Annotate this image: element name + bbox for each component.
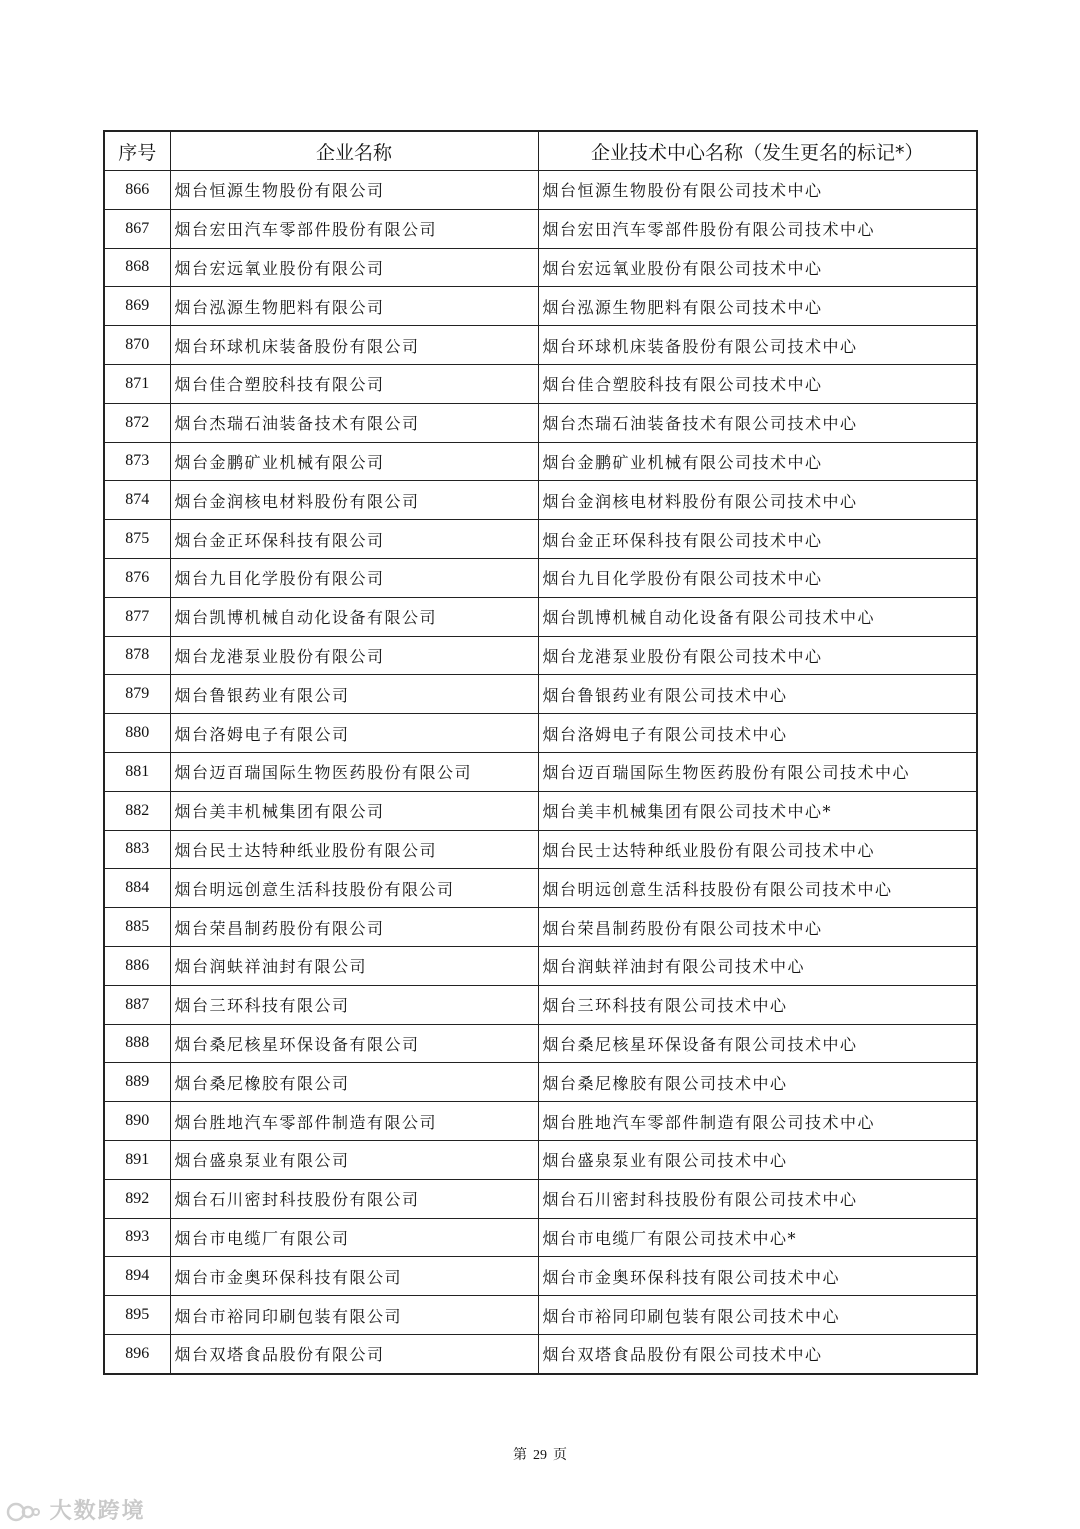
row-tech-center-name: 烟台九目化学股份有限公司技术中心 <box>538 558 977 597</box>
row-company-name: 烟台明远创意生活科技股份有限公司 <box>170 869 538 908</box>
row-tech-center-name: 烟台明远创意生活科技股份有限公司技术中心 <box>538 869 977 908</box>
row-company-name: 烟台洛姆电子有限公司 <box>170 714 538 753</box>
page-prefix: 第 <box>513 1448 527 1463</box>
header-tech-center-name: 企业技术中心名称（发生更名的标记*） <box>538 131 977 171</box>
row-tech-center-name: 烟台鲁银药业有限公司技术中心 <box>538 675 977 714</box>
row-tech-center-name: 烟台佳合塑胶科技有限公司技术中心 <box>538 364 977 403</box>
table-row <box>104 908 977 947</box>
row-tech-center-name: 烟台市电缆厂有限公司技术中心* <box>538 1218 977 1257</box>
row-company-name: 烟台三环科技有限公司 <box>170 985 538 1024</box>
row-tech-center-name: 烟台迈百瑞国际生物医药股份有限公司技术中心 <box>538 752 977 791</box>
row-serial: 892 <box>104 1179 170 1218</box>
table-row <box>104 248 977 287</box>
row-serial: 885 <box>104 908 170 947</box>
watermark <box>6 1494 146 1525</box>
table-row <box>104 171 977 210</box>
table-row <box>104 1296 977 1335</box>
row-serial: 871 <box>104 364 170 403</box>
table-row <box>104 636 977 675</box>
row-company-name: 烟台恒源生物股份有限公司 <box>170 171 538 210</box>
row-serial: 889 <box>104 1063 170 1102</box>
table-row <box>104 1218 977 1257</box>
table-row <box>104 946 977 985</box>
row-tech-center-name: 烟台三环科技有限公司技术中心 <box>538 985 977 1024</box>
row-company-name: 烟台市金奥环保科技有限公司 <box>170 1257 538 1296</box>
row-company-name: 烟台九目化学股份有限公司 <box>170 558 538 597</box>
table-row <box>104 791 977 830</box>
row-tech-center-name: 烟台桑尼核星环保设备有限公司技术中心 <box>538 1024 977 1063</box>
row-company-name: 烟台金润核电材料股份有限公司 <box>170 481 538 520</box>
row-company-name: 烟台宏远氧业股份有限公司 <box>170 248 538 287</box>
row-company-name: 烟台鲁银药业有限公司 <box>170 675 538 714</box>
row-company-name: 烟台盛泉泵业有限公司 <box>170 1140 538 1179</box>
table-row <box>104 364 977 403</box>
row-serial: 896 <box>104 1334 170 1373</box>
header-serial: 序号 <box>104 131 170 171</box>
row-company-name: 烟台荣昌制药股份有限公司 <box>170 908 538 947</box>
row-company-name: 烟台宏田汽车零部件股份有限公司 <box>170 209 538 248</box>
row-company-name: 烟台金鹏矿业机械有限公司 <box>170 442 538 481</box>
row-company-name: 烟台迈百瑞国际生物医药股份有限公司 <box>170 752 538 791</box>
row-serial: 877 <box>104 597 170 636</box>
table-row <box>104 752 977 791</box>
row-serial: 890 <box>104 1102 170 1141</box>
row-company-name: 烟台泓源生物肥料有限公司 <box>170 287 538 326</box>
row-company-name: 烟台桑尼核星环保设备有限公司 <box>170 1024 538 1063</box>
row-company-name: 烟台金正环保科技有限公司 <box>170 520 538 559</box>
row-serial: 872 <box>104 403 170 442</box>
table-row <box>104 1102 977 1141</box>
row-company-name: 烟台桑尼橡胶有限公司 <box>170 1063 538 1102</box>
row-company-name: 烟台佳合塑胶科技有限公司 <box>170 364 538 403</box>
table-row <box>104 326 977 365</box>
table-row <box>104 481 977 520</box>
row-serial: 883 <box>104 830 170 869</box>
table-row <box>104 558 977 597</box>
page-suffix: 页 <box>553 1448 567 1463</box>
row-company-name: 烟台润蚨祥油封有限公司 <box>170 946 538 985</box>
row-tech-center-name: 烟台市金奥环保科技有限公司技术中心 <box>538 1257 977 1296</box>
row-serial: 868 <box>104 248 170 287</box>
row-tech-center-name: 烟台宏田汽车零部件股份有限公司技术中心 <box>538 209 977 248</box>
row-serial: 876 <box>104 558 170 597</box>
row-tech-center-name: 烟台美丰机械集团有限公司技术中心* <box>538 791 977 830</box>
row-tech-center-name: 烟台桑尼橡胶有限公司技术中心 <box>538 1063 977 1102</box>
row-tech-center-name: 烟台双塔食品股份有限公司技术中心 <box>538 1334 977 1373</box>
row-company-name: 烟台双塔食品股份有限公司 <box>170 1334 538 1373</box>
table-row <box>104 869 977 908</box>
row-tech-center-name: 烟台杰瑞石油装备技术有限公司技术中心 <box>538 403 977 442</box>
row-company-name: 烟台市裕同印刷包装有限公司 <box>170 1296 538 1335</box>
row-company-name: 烟台凯博机械自动化设备有限公司 <box>170 597 538 636</box>
table-row <box>104 714 977 753</box>
row-tech-center-name: 烟台宏远氧业股份有限公司技术中心 <box>538 248 977 287</box>
table-row <box>104 1063 977 1102</box>
row-serial: 887 <box>104 985 170 1024</box>
row-tech-center-name: 烟台润蚨祥油封有限公司技术中心 <box>538 946 977 985</box>
row-serial: 891 <box>104 1140 170 1179</box>
row-tech-center-name: 烟台荣昌制药股份有限公司技术中心 <box>538 908 977 947</box>
row-serial: 874 <box>104 481 170 520</box>
row-company-name: 烟台龙港泵业股份有限公司 <box>170 636 538 675</box>
row-serial: 873 <box>104 442 170 481</box>
row-company-name: 烟台胜地汽车零部件制造有限公司 <box>170 1102 538 1141</box>
header-company-name: 企业名称 <box>170 131 538 171</box>
row-tech-center-name: 烟台金润核电材料股份有限公司技术中心 <box>538 481 977 520</box>
row-tech-center-name: 烟台市裕同印刷包装有限公司技术中心 <box>538 1296 977 1335</box>
page-number: 29 <box>533 1448 547 1463</box>
watermark-logo-icon <box>6 1501 40 1523</box>
row-serial: 880 <box>104 714 170 753</box>
row-serial: 878 <box>104 636 170 675</box>
row-company-name: 烟台杰瑞石油装备技术有限公司 <box>170 403 538 442</box>
row-tech-center-name: 烟台洛姆电子有限公司技术中心 <box>538 714 977 753</box>
row-tech-center-name: 烟台金正环保科技有限公司技术中心 <box>538 520 977 559</box>
row-serial: 888 <box>104 1024 170 1063</box>
row-serial: 884 <box>104 869 170 908</box>
row-serial: 895 <box>104 1296 170 1335</box>
row-serial: 881 <box>104 752 170 791</box>
row-company-name: 烟台美丰机械集团有限公司 <box>170 791 538 830</box>
table-row <box>104 209 977 248</box>
row-tech-center-name: 烟台盛泉泵业有限公司技术中心 <box>538 1140 977 1179</box>
table-header-row <box>104 131 977 171</box>
table-row <box>104 985 977 1024</box>
row-tech-center-name: 烟台民士达特种纸业股份有限公司技术中心 <box>538 830 977 869</box>
table-row <box>104 830 977 869</box>
row-serial: 870 <box>104 326 170 365</box>
row-company-name: 烟台石川密封科技股份有限公司 <box>170 1179 538 1218</box>
row-serial: 879 <box>104 675 170 714</box>
row-serial: 886 <box>104 946 170 985</box>
watermark-text: 大数跨境 <box>49 1499 146 1524</box>
table-row <box>104 287 977 326</box>
row-tech-center-name: 烟台金鹏矿业机械有限公司技术中心 <box>538 442 977 481</box>
page-footer <box>0 1444 1080 1464</box>
table-row <box>104 597 977 636</box>
table-row <box>104 1334 977 1373</box>
row-tech-center-name: 烟台石川密封科技股份有限公司技术中心 <box>538 1179 977 1218</box>
row-tech-center-name: 烟台泓源生物肥料有限公司技术中心 <box>538 287 977 326</box>
enterprise-table <box>103 130 978 1375</box>
table-row <box>104 1179 977 1218</box>
row-serial: 893 <box>104 1218 170 1257</box>
row-tech-center-name: 烟台恒源生物股份有限公司技术中心 <box>538 171 977 210</box>
row-company-name: 烟台民士达特种纸业股份有限公司 <box>170 830 538 869</box>
row-serial: 869 <box>104 287 170 326</box>
row-company-name: 烟台环球机床装备股份有限公司 <box>170 326 538 365</box>
table-row <box>104 442 977 481</box>
row-serial: 894 <box>104 1257 170 1296</box>
row-tech-center-name: 烟台环球机床装备股份有限公司技术中心 <box>538 326 977 365</box>
table-row <box>104 1024 977 1063</box>
row-serial: 875 <box>104 520 170 559</box>
row-tech-center-name: 烟台凯博机械自动化设备有限公司技术中心 <box>538 597 977 636</box>
table-row <box>104 1140 977 1179</box>
row-company-name: 烟台市电缆厂有限公司 <box>170 1218 538 1257</box>
table-row <box>104 403 977 442</box>
row-serial: 867 <box>104 209 170 248</box>
table-row <box>104 675 977 714</box>
row-serial: 882 <box>104 791 170 830</box>
row-tech-center-name: 烟台胜地汽车零部件制造有限公司技术中心 <box>538 1102 977 1141</box>
table-row <box>104 520 977 559</box>
row-tech-center-name: 烟台龙港泵业股份有限公司技术中心 <box>538 636 977 675</box>
table-row <box>104 1257 977 1296</box>
row-serial: 866 <box>104 171 170 210</box>
